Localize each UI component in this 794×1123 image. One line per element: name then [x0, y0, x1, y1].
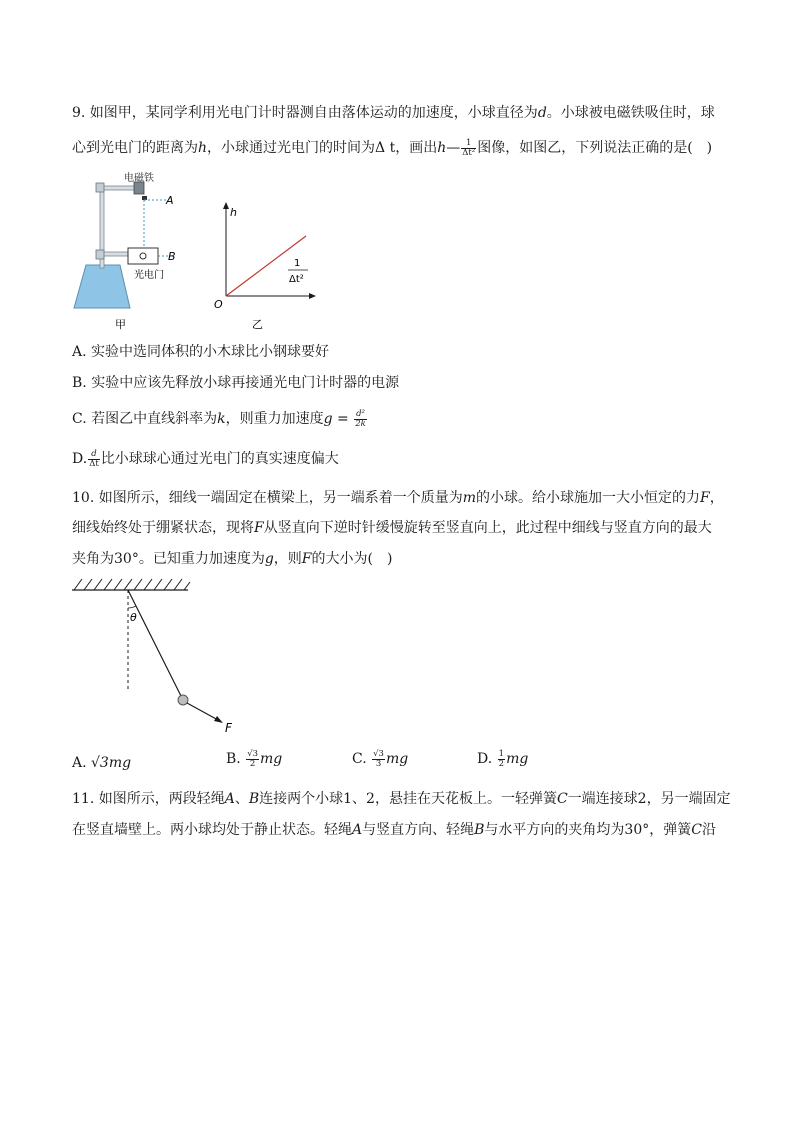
theta-label: θ — [130, 611, 137, 624]
q10-option-c[interactable]: C. $\frac{√3}{3}$ mg — [352, 748, 409, 769]
label-jia: 甲 — [115, 318, 126, 331]
label-gate: 光电门 — [134, 270, 164, 281]
q10-figure — [70, 574, 250, 736]
q11-stem-line1: 11. 如图所示，两段轻绳A、B连接两个小球1、2，悬挂在天花板上。一轻弹簧C一端连接球2，另一端固定 — [72, 791, 731, 807]
q10-option-b[interactable]: B. $\frac{√3}{2}$ mg — [226, 748, 283, 769]
q9-figure-yi — [210, 200, 320, 335]
q11-stem-line2: 在竖直墙壁上。两小球均处于静止状态。轻绳A与竖直方向、轻绳B与水平方向的夹角均为30°，弹簧C沿 — [72, 822, 716, 838]
label-A: A — [166, 194, 174, 207]
q9-option-b[interactable]: B. 实验中应该先释放小球再接通光电门计时器的电源 — [72, 375, 400, 391]
q9-option-a[interactable]: A. 实验中选同体积的小木球比小钢球要好 — [72, 344, 330, 360]
q9-stem-line1: 9. 如图甲，某同学利用光电门计时器测自由落体运动的加速度，小球直径为d。小球被电磁铁吸住时，球 — [72, 105, 715, 121]
beaker-base — [74, 265, 130, 308]
q10-stem-line2: 细线始终处于绷紧状态，现将F从竖直向下逆时针缓慢旋转至竖直向上，此过程中细线与竖直方向的最大 — [72, 520, 712, 536]
q9-figure-jia — [68, 170, 188, 335]
axis-x-den: Δt² — [289, 274, 304, 285]
q9-stem-fraction: $\frac{1}{\text{Δt²}}$ — [462, 137, 476, 158]
label-magnet: 电磁铁 — [124, 173, 154, 184]
force-label: F — [225, 721, 232, 735]
q10-option-a[interactable]: A. √3mg — [72, 755, 132, 771]
ball — [178, 695, 188, 705]
q10-stem-line3: 夹角为30°。已知重力加速度为g，则F的大小为( ) — [72, 551, 393, 567]
axis-h-label: h — [230, 206, 237, 219]
q9-option-d[interactable]: D. $\frac{d}{\Delta t}$ 比小球球心通过光电门的真实速度偏大 — [72, 448, 339, 469]
q9-stem-line2: 心到光电门的距离为h，小球通过光电门的时间为Δ t，画出h— $\frac{1}{\text{Δt²}}$ 图像，如图乙，下列说法正确的是( ) — [72, 137, 713, 158]
q10-stem-line1: 10. 如图所示，细线一端固定在横梁上，另一端系着一个质量为m的小球。给小球施加一大小恒定的力F， — [72, 490, 724, 506]
axis-origin-label: O — [214, 298, 223, 311]
force-arrow — [187, 703, 218, 720]
axis-x-num: 1 — [294, 258, 301, 269]
label-yi: 乙 — [252, 318, 263, 331]
label-B: B — [168, 250, 176, 263]
q10-option-d[interactable]: D. $\frac{1}{2}$ mg — [477, 748, 529, 769]
q9-option-c[interactable]: C. 若图乙中直线斜率为k，则重力加速度g = $\frac{\text{d²}}{2k}$ — [72, 408, 366, 429]
